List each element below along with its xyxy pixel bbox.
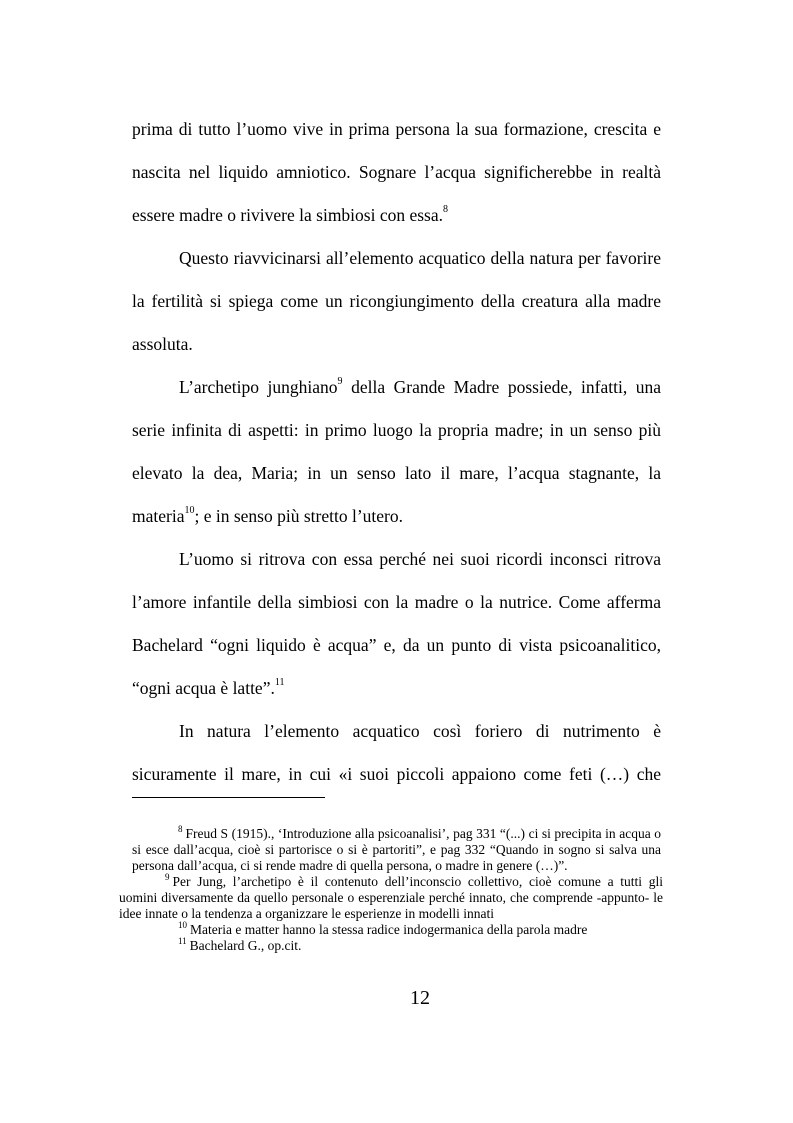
footnotes [119,823,663,954]
footnote-number-9: 9 [165,871,170,882]
page-number: 12 [410,987,430,1009]
paragraph-4 [132,538,661,710]
footnote-ref-11: 11 [274,677,285,689]
paragraph-3 [132,366,661,538]
paragraph-2 [132,237,661,366]
footnote-ref-10: 10 [184,505,195,517]
paragraph-3-text-end: ; e in senso più stretto l’utero. [194,506,403,526]
paragraph-1 [132,108,661,237]
footnote-9 [119,871,663,922]
footnote-10-text: Materia e matter hanno la stessa radice indogermanica della parola madre [190,922,588,937]
footnote-separator [132,797,325,798]
paragraph-5 [132,710,661,796]
paragraph-4-text: L’uomo si ritrova con essa perché nei suoi ricordi inconsci ritrova l’amore infantile della simbiosi con la madre o la nutrice. Come afferma Bachelard “ogni liquido è acqua” e, da un punto di vista psicoanalitico, “ogni acqua è latte”. [132,549,661,698]
footnote-10 [132,919,661,938]
footnote-11-text: Bachelard G., op.cit. [189,938,302,953]
paragraph-1-text: prima di tutto l’uomo vive in prima persona la sua formazione, crescita e nascita nel liquido amniotico. Sognare l’acqua significherebbe in realtà essere madre o rivivere la simbiosi con essa. [132,119,661,225]
footnote-8 [132,823,661,874]
footnote-8-text: Freud S (1915)., ‘Introduzione alla psicoanalisi’, pag 331 “(...) ci si precipita in acqua o si esce dall’acqua, cioè si partorisce o si è partoriti”, e pag 332 “Quando in sogno si salva una persona dall’acqua, ci si rende madre di quella persona, o madre in genere (…)”. [132,826,661,873]
footnote-number-8: 8 [178,823,183,834]
paragraph-2-text: Questo riavvicinarsi all’elemento acquatico della natura per favorire la fertilità si spiega come un ricongiungimento della creatura alla madre assoluta. [132,248,661,354]
body-text [132,108,661,796]
paragraph-3-text-middle: della Grande Madre possiede, infatti, una serie infinita di aspetti: in primo luogo la propria madre; in un senso più elevato la dea, Maria; in un senso lato il mare, l’acqua stagnante, la materia [132,377,661,526]
paragraph-5-text: In natura l’elemento acquatico così foriero di nutrimento è sicuramente il mare, in cui «i suoi piccoli appaiono come feti (…) che [132,721,661,784]
footnote-ref-8: 8 [443,204,449,216]
paragraph-3-text-start: L’archetipo junghiano [179,377,338,397]
footnote-ref-9: 9 [337,376,343,388]
footnote-11 [132,935,661,954]
footnote-number-10: 10 [178,919,187,930]
footnote-9-text: Per Jung, l’archetipo è il contenuto dell’inconscio collettivo, cioè comune a tutti gli uomini diversamente da quello personale o esperenziale perché innato, che comprende -appunto- le idee innate o la tendenza a organizzare le esperienze in modelli innati [119,874,663,921]
footnote-number-11: 11 [178,935,187,946]
